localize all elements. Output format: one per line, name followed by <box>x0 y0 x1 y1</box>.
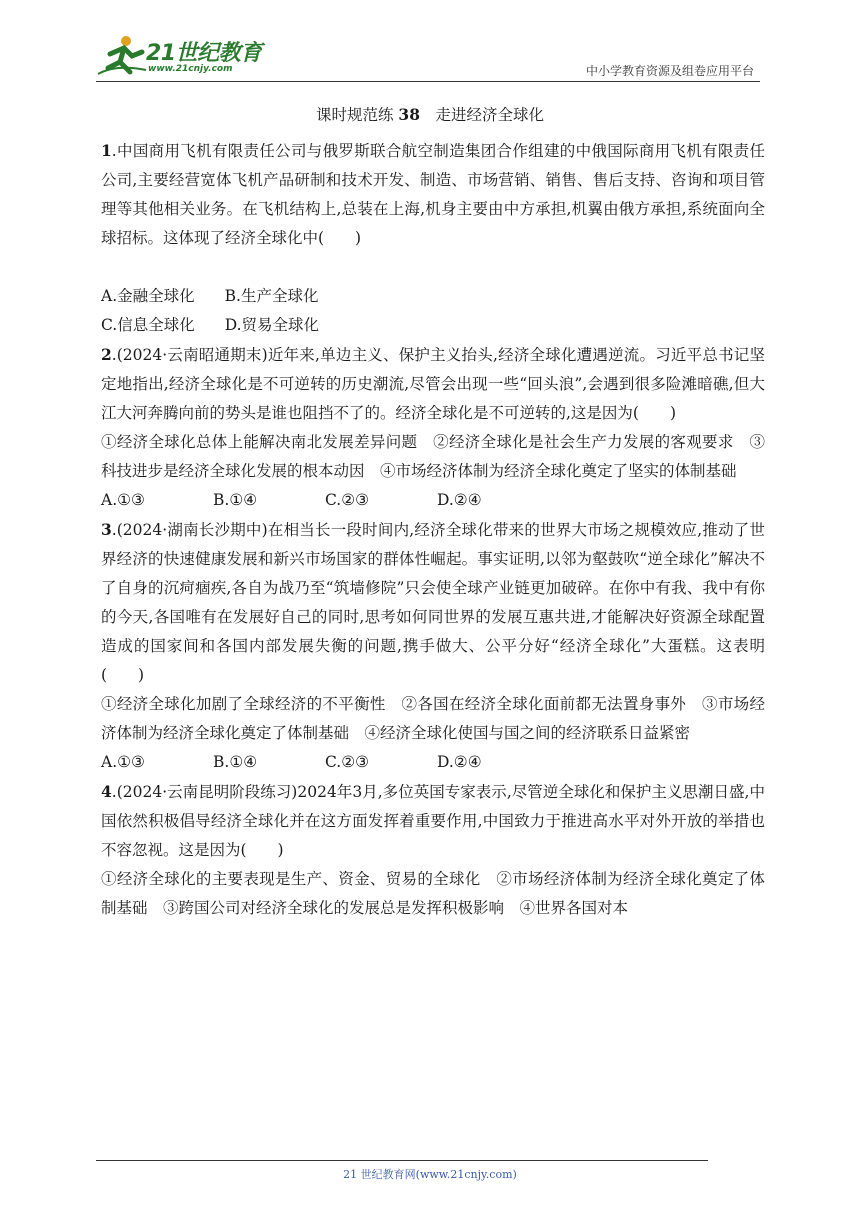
page-footer: 21 世纪教育网(www.21cnjy.com) <box>343 1168 517 1181</box>
question-4-stem: 4.(2024·云南昆明阶段练习)2024年3月,多位英国专家表示,尽管逆全球化和保护主义思潮日盛,中国依然积极倡导经济全球化并在这方面发挥着重要作用,中国致力于推进高水平对外开放的举措也不容忽视。这是因为( ) <box>101 782 765 859</box>
page-title <box>0 103 860 125</box>
logo-text: 21世纪教育 <box>146 41 262 66</box>
header-tagline: 中小学教育资源及组卷应用平台 <box>585 64 754 78</box>
question-1-options-row-1 <box>101 282 765 311</box>
question-3-statements: ①经济全球化加剧了全球经济的不平衡性 ②各国在经济全球化面前都无法置身事外 ③市场经济体制为经济全球化奠定了体制基础 ④经济全球化使国与国之间的经济联系日益紧密 <box>101 695 765 742</box>
option-b[interactable]: B.①④ <box>213 753 258 771</box>
option-d[interactable]: D.②④ <box>437 753 482 771</box>
option-a[interactable]: A.①③ <box>101 753 145 771</box>
question-3-options <box>101 748 765 777</box>
option-c[interactable]: C.信息全球化 <box>101 316 195 334</box>
page-header <box>96 34 760 80</box>
option-b[interactable]: B.生产全球化 <box>224 287 319 305</box>
option-a[interactable]: A.①③ <box>101 491 145 509</box>
question-1-options-row-2 <box>101 311 765 340</box>
question-number: 1 <box>101 141 112 160</box>
question-2-options <box>101 486 765 515</box>
question-1-stem: 1.中国商用飞机有限责任公司与俄罗斯联合航空制造集团合作组建的中俄国际商用飞机有限责任公司,主要经营宽体飞机产品研制和技术开发、制造、市场营销、销售、售后支持、咨询和项目管理等其他相关业务。在飞机结构上,总装在上海,机身主要由中方承担,机翼由俄方承担,系统面向全球招标。这体现了经济全球化中( ) <box>101 141 765 247</box>
footer-divider <box>96 1160 708 1161</box>
question-4-statements: ①经济全球化的主要表现是生产、资金、贸易的全球化 ②市场经济体制为经济全球化奠定了体制基础 ③跨国公司对经济全球化的发展总是发挥积极影响 ④世界各国对本 <box>101 870 765 917</box>
question-list <box>101 136 765 923</box>
site-logo <box>96 34 266 80</box>
header-divider <box>96 81 760 82</box>
question-number: 2 <box>101 345 112 364</box>
option-a[interactable]: A.金融全球化 <box>101 287 195 305</box>
title-prefix: 课时规范练 <box>315 106 394 124</box>
option-b[interactable]: B.①④ <box>213 491 258 509</box>
question-2-statements: ①经济全球化总体上能解决南北发展差异问题 ②经济全球化是社会生产力发展的客观要求 ③科技进步是经济全球化发展的根本动因 ④市场经济体制为经济全球化奠定了坚实的体制基础 <box>101 433 765 480</box>
option-c[interactable]: C.②③ <box>325 491 370 509</box>
runner-logo-icon <box>96 34 148 78</box>
option-c[interactable]: C.②③ <box>325 753 370 771</box>
question-number: 3 <box>101 520 112 539</box>
option-d[interactable]: D.贸易全球化 <box>224 316 320 334</box>
question-3-stem: 3.(2024·湖南长沙期中)在相当长一段时间内,经济全球化带来的世界大市场之规模效应,推动了世界经济的快速健康发展和新兴市场国家的群体性崛起。事实证明,以邻为壑鼓吹“逆全球化”解决不了自身的沉疴痼疾,各自为战乃至“筑墙修院”只会使全球产业链更加破碎。在你中有我、我中有你的今天,各国唯有在发展好自己的同时,思考如何同世界的发展互惠共进,才能解决好资源全球配置造成的国家间和各国内部发展失衡的问题,携手做大、公平分好“经济全球化”大蛋糕。这表明( ) <box>101 520 765 684</box>
question-2-stem: 2.(2024·云南昭通期末)近年来,单边主义、保护主义抬头,经济全球化遭遇逆流。习近平总书记坚定地指出,经济全球化是不可逆转的历史潮流,尽管会出现一些“回头浪”,会遇到很多险滩暗礁,但大江大河奔腾向前的势头是谁也阻挡不了的。经济全球化是不可逆转的,这是因为( ) <box>101 345 765 422</box>
title-topic: 走进经济全球化 <box>435 106 545 124</box>
logo-url: www.21cnjy.com <box>148 64 233 74</box>
question-number: 4 <box>101 782 112 801</box>
option-d[interactable]: D.②④ <box>437 491 482 509</box>
title-number: 38 <box>398 105 420 124</box>
